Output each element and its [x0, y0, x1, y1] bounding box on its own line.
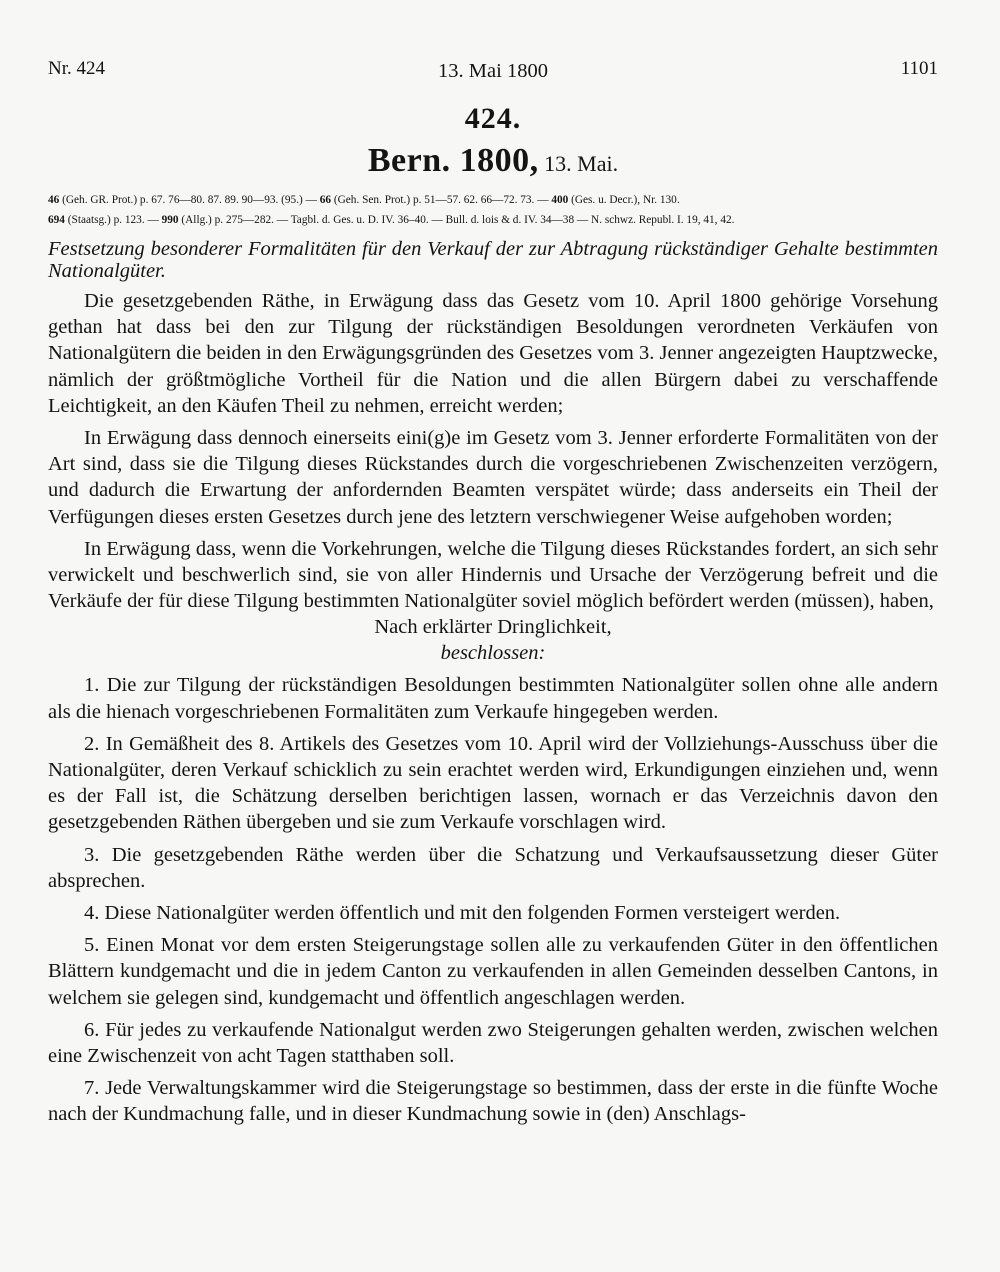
preamble-paragraph: Die gesetzgebenden Räthe, in Erwägung dass das Gesetz vom 10. April 1800 gehörige Vorsehung gethan hat dass bei den zur Tilgung der rückständigen Besoldungen verordneten Verkäufen von Nationalgütern die beiden in den Erwägungsgründen des Gesetzes vom 3. Jenner angezeigten Hauptzwecke, nämlich der größtmögliche Vortheil für die Nation und die allen Bürgern dabei zu verschaffende Leichtigkeit, an den Käufen Theil zu nehmen, erreicht werden;	[48, 290, 938, 417]
article-7: 7. Jede Verwaltungskammer wird die Steigerungstage so bestimmen, dass der erste in die fünfte Woche nach der Kundmachung falle, und in dieser Kundmachung sowie in (den) Anschlags-	[48, 1077, 938, 1126]
reference-line	[48, 210, 938, 230]
reference-text: (Allg.) p. 275—282. — Tagbl. d. Ges. u. D. IV. 36–40. — Bull. d. lois & d. IV. 34—38 — N. schwz. Republ. I. 19, 41, 42.	[178, 214, 735, 226]
article-2: 2. In Gemäßheit des 8. Artikels des Gesetzes vom 10. April wird der Vollziehungs-Ausschuss über die Nationalgüter, deren Verkauf schicklich zu sein erachtet werden wird, Erkundigungen einziehen und, wenn es der Fall ist, die Schätzung derselben berichtigen lassen, wornach er das Verzeichnis davon den gesetzgebenden Räthen übergeben und sie zum Verkaufe vorschlagen wird.	[48, 732, 938, 834]
place-and-year: Bern. 1800,	[367, 142, 539, 179]
day-month: 13. Mai.	[544, 151, 619, 176]
reference-text: (Staatsg.) p. 123. —	[64, 214, 162, 226]
document-page	[48, 58, 938, 1128]
running-header	[48, 58, 938, 84]
urgency-line: Nach erklärter Dringlichkeit,	[374, 616, 612, 639]
header-page-number: 1101	[900, 58, 938, 79]
preamble-paragraph: In Erwägung dass, wenn die Vorkehrungen, welche die Tilgung dieses Rückstandes fordert, an sich sehr verwickelt und beschwerlich sind, sie von aller Hindernis und Ursache der Verzögerung befreit und die Verkäufe der für diese Tilgung bestimmten Nationalgüter soviel möglich befördert werden (müssen), haben,	[48, 537, 938, 613]
reference-text: (Geh. Sen. Prot.) p. 51—57. 62. 66—72. 73. —	[331, 194, 552, 206]
header-document-number: Nr. 424	[48, 58, 105, 79]
source-references	[48, 190, 938, 230]
article-6: 6. Für jedes zu verkaufende Nationalgut werden zwo Steigerungen gehalten werden, zwischen welchen eine Zwischenzeit von acht Tagen statthaben soll.	[48, 1018, 938, 1068]
reference-volume: 46	[48, 194, 60, 206]
reference-volume: 694	[48, 214, 65, 226]
article-4: 4. Diese Nationalgüter werden öffentlich und mit den folgenden Formen versteigert werden.	[84, 902, 841, 925]
reference-volume: 66	[319, 194, 332, 206]
reference-text: (Ges. u. Decr.), Nr. 130.	[568, 194, 680, 206]
reference-line	[48, 190, 938, 210]
document-number: 424.	[464, 102, 522, 135]
article-3: 3. Die gesetzgebenden Räthe werden über die Schatzung und Verkaufsaussetzung dieser Güter absprechen.	[48, 843, 938, 892]
reference-volume: 400	[551, 194, 569, 206]
reference-volume: 990	[161, 214, 179, 226]
document-heading: Festsetzung besonderer Formalitäten für den Verkauf der zur Abtragung rückständiger Gehalte bestimmten Nationalgüter.	[48, 238, 938, 282]
header-date: 13. Mai 1800	[438, 60, 548, 82]
preamble-paragraph: In Erwägung dass dennoch einerseits eini(g)e im Gesetz vom 3. Jenner erforderte Formalitäten von der Art sind, dass sie die Tilgung dieses Rückstandes durch die vorgeschriebenen Zwischenzeiten verzögern, und dadurch die Erwartung der anfordernden Beamten verspätet würde; dass anderseits ein Theil der Verfügungen dieses ersten Gesetzes durch jene des letztern verschwiegener Weise aufgehoben worden;	[48, 427, 938, 528]
article-1: 1. Die zur Tilgung der rückständigen Besoldungen bestimmten Nationalgüter sollen ohne alle andern als die hienach vorgeschriebenen Formalitäten zum Verkaufe hingegeben werden.	[48, 674, 938, 723]
article-5: 5. Einen Monat vor dem ersten Steigerungstage sollen alle zu verkaufenden Güter in den öffentlichen Blättern kundgemacht und die in jedem Canton zu verkaufenden in allen Gemeinden desselben Cantons, in welchem sie gelegen sind, kundgemacht und öffentlich angeschlagen werden.	[48, 934, 938, 1009]
document-place-date	[48, 142, 938, 180]
resolved-line: beschlossen:	[440, 642, 546, 665]
reference-text: (Geh. GR. Prot.) p. 67. 76—80. 87. 89. 90—93. (95.) —	[59, 194, 320, 206]
